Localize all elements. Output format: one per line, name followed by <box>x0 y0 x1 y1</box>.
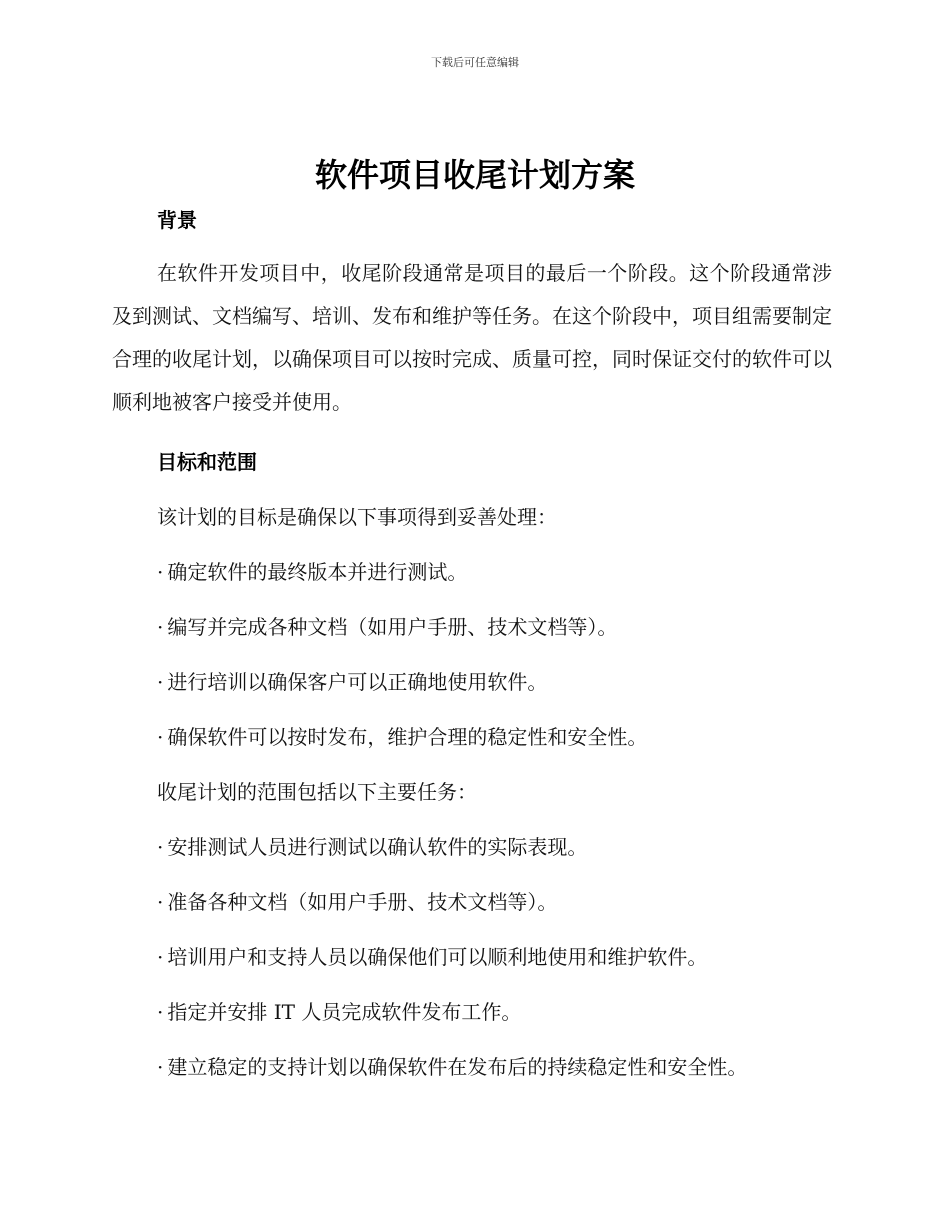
goal-item-text: 确保软件可以按时发布，维护合理的稳定性和安全性。 <box>167 725 648 749</box>
section-heading-background: 背景 <box>157 208 197 232</box>
bullet-icon: · <box>157 835 164 859</box>
goal-item <box>112 655 832 710</box>
scope-item <box>112 930 832 985</box>
scope-item-text: 安排测试人员进行测试以确认软件的实际表现。 <box>167 835 588 859</box>
scope-item-text: 指定并安排 IT 人员完成软件发布工作。 <box>167 1000 522 1024</box>
bullet-icon: · <box>157 560 164 584</box>
goal-item-text: 进行培训以确保客户可以正确地使用软件。 <box>167 670 548 694</box>
bullet-icon: · <box>157 890 164 914</box>
bullet-icon: · <box>157 1000 164 1024</box>
bullet-icon: · <box>157 725 164 749</box>
scope-item-text: 建立稳定的支持计划以确保软件在发布后的持续稳定性和安全性。 <box>167 1055 748 1079</box>
goal-item-text: 确定软件的最终版本并进行测试。 <box>167 560 468 584</box>
scope-item <box>112 820 832 875</box>
goal-item <box>112 710 832 765</box>
section-heading-goals-scope: 目标和范围 <box>157 450 257 474</box>
scope-item <box>112 1040 832 1095</box>
goal-item <box>112 545 832 600</box>
goal-item <box>112 600 832 655</box>
header-note: 下载后可任意编辑 <box>431 56 519 69</box>
goal-intro: 该计划的目标是确保以下事项得到妥善处理： <box>157 505 557 529</box>
bullet-icon: · <box>157 1055 164 1079</box>
scope-item <box>112 875 832 930</box>
scope-item <box>112 985 832 1040</box>
scope-item-text: 培训用户和支持人员以确保他们可以顺利地使用和维护软件。 <box>167 945 708 969</box>
goal-item-text: 编写并完成各种文档（如用户手册、技术文档等）。 <box>167 615 618 639</box>
scope-intro: 收尾计划的范围包括以下主要任务： <box>157 780 477 804</box>
scope-item-text: 准备各种文档（如用户手册、技术文档等）。 <box>167 890 558 914</box>
bullet-icon: · <box>157 945 164 969</box>
document-title: 软件项目收尾计划方案 <box>314 156 635 194</box>
bullet-icon: · <box>157 670 164 694</box>
background-paragraph: 在软件开发项目中，收尾阶段通常是项目的最后一个阶段。这个阶段通常涉及到测试、文档编写、培训、发布和维护等任务。在这个阶段中，项目组需要制定合理的收尾计划，以确保项目可以按时完成、质量可控，同时保证交付的软件可以顺利地被客户接受并使用。 <box>112 261 832 414</box>
document-body <box>112 200 832 1095</box>
bullet-icon: · <box>157 615 164 639</box>
